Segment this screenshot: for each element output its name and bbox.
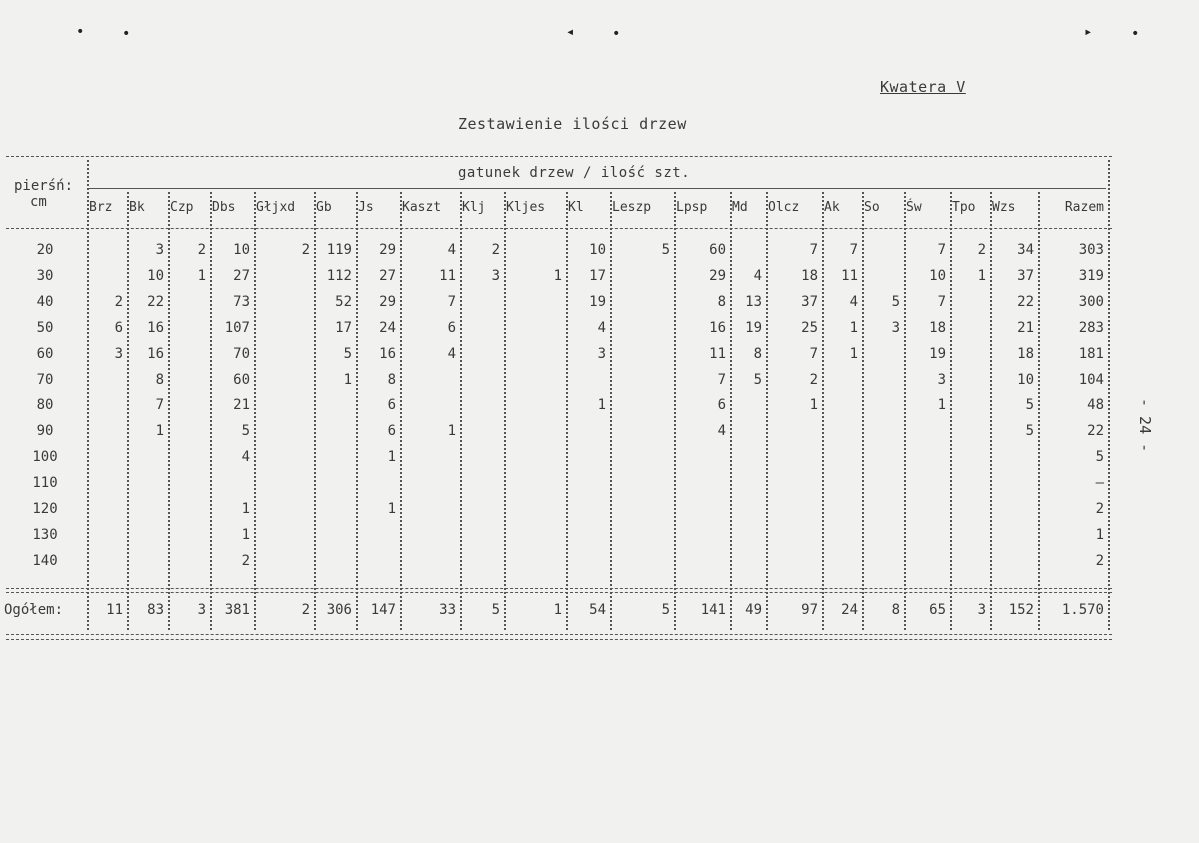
- total-cell: 65: [929, 602, 946, 618]
- total-cell: 152: [1008, 602, 1034, 618]
- row-diameter: 20: [36, 242, 54, 258]
- column-header: So: [864, 200, 880, 215]
- column-header: Kl: [568, 200, 584, 215]
- total-cell: 1.570: [1061, 602, 1104, 618]
- table-cell: 10: [147, 267, 164, 284]
- table-cell: 8: [155, 371, 164, 388]
- table-cell: 5: [1095, 449, 1104, 466]
- table-cell: 16: [147, 345, 164, 362]
- table-cell: 4: [753, 267, 762, 284]
- table-cell: 4: [597, 319, 606, 336]
- table-cell: 2: [1095, 501, 1104, 517]
- table-cell: 29: [379, 242, 396, 258]
- table-cell: 283: [1078, 319, 1104, 336]
- table-top-rule: [6, 156, 1112, 157]
- table-cell: 8: [387, 371, 396, 388]
- table-cell: 107: [224, 319, 250, 336]
- column-header: Olcz: [768, 200, 800, 215]
- table-cell: 21: [1017, 319, 1034, 336]
- table-cell: 22: [147, 293, 164, 310]
- column-separator: [504, 192, 506, 630]
- table-cell: 29: [709, 267, 726, 284]
- table-cell: 303: [1078, 242, 1104, 258]
- table-cell: 5: [343, 345, 352, 362]
- species-group-header: gatunek drzew / ilość szt.: [458, 165, 691, 181]
- table-cell: 1: [1095, 526, 1104, 543]
- column-header: Gb: [316, 200, 332, 215]
- total-cell: 33: [439, 602, 456, 618]
- table-cell: 3: [937, 371, 946, 388]
- table-cell: 11: [841, 267, 858, 284]
- table-cell: 2: [301, 242, 310, 258]
- table-cell: 60: [233, 371, 250, 388]
- table-cell: 10: [589, 242, 606, 258]
- column-header: Dbs: [212, 200, 236, 215]
- scan-dot: •: [76, 24, 85, 40]
- total-cell: 3: [977, 602, 986, 618]
- table-cell: 6: [387, 423, 396, 440]
- row-diameter: 70: [36, 371, 54, 388]
- row-diameter: 50: [36, 319, 54, 336]
- table-cell: 1: [387, 501, 396, 517]
- table-cell: 1: [809, 397, 818, 414]
- table-cell: 7: [809, 345, 818, 362]
- table-cell: 22: [1087, 423, 1104, 440]
- total-cell: 147: [370, 602, 396, 618]
- document-title: Zestawienie ilości drzew: [458, 115, 687, 133]
- column-header: Bk: [129, 200, 145, 215]
- table-cell: 16: [379, 345, 396, 362]
- table-cell: 22: [1017, 293, 1034, 310]
- table-bottom-rule-2: [6, 639, 1112, 640]
- table-cell: 6: [114, 319, 123, 336]
- table-cell: 5: [1025, 397, 1034, 414]
- table-cell: 6: [387, 397, 396, 414]
- table-cell: 5: [753, 371, 762, 388]
- table-cell: 8: [717, 293, 726, 310]
- table-cell: 19: [745, 319, 762, 336]
- total-cell: 49: [745, 602, 762, 618]
- table-cell: 1: [241, 526, 250, 543]
- table-cell: 4: [717, 423, 726, 440]
- column-header: Lpsp: [676, 200, 708, 215]
- table-cell: 27: [379, 267, 396, 284]
- row-diameter: 110: [32, 475, 58, 492]
- page-number: - 24 -: [1136, 397, 1154, 453]
- table-cell: 70: [233, 345, 250, 362]
- total-label: Ogółem:: [4, 602, 64, 618]
- total-cell: 8: [891, 602, 900, 618]
- scan-dot: ◂: [566, 24, 575, 40]
- diameter-unit: cm: [30, 194, 47, 210]
- header-bottom-rule: [6, 228, 1112, 229]
- table-cell: 1: [937, 397, 946, 414]
- table-cell: 7: [809, 242, 818, 258]
- table-cell: 3: [597, 345, 606, 362]
- table-cell: 18: [801, 267, 818, 284]
- table-cell: 34: [1017, 242, 1034, 258]
- table-cell: 181: [1078, 345, 1104, 362]
- table-cell: 1: [597, 397, 606, 414]
- table-cell: 16: [147, 319, 164, 336]
- total-cell: 5: [661, 602, 670, 618]
- table-cell: 4: [849, 293, 858, 310]
- scan-dot: •: [122, 26, 131, 42]
- table-cell: 10: [233, 242, 250, 258]
- diameter-header: pierśń:: [14, 178, 74, 194]
- table-cell: 11: [709, 345, 726, 362]
- table-cell: 6: [447, 319, 456, 336]
- table-cell: 3: [155, 242, 164, 258]
- column-header: Md: [732, 200, 748, 215]
- table-cell: 6: [717, 397, 726, 414]
- table-cell: 18: [929, 319, 946, 336]
- table-cell: 5: [1025, 423, 1034, 440]
- total-cell: 141: [700, 602, 726, 618]
- species-group-rule: [88, 188, 1106, 189]
- column-header: Głjxd: [256, 200, 296, 215]
- table-cell: –: [1095, 475, 1104, 492]
- table-cell: 10: [929, 267, 946, 284]
- row-diameter: 140: [32, 552, 58, 569]
- table-cell: 17: [335, 319, 352, 336]
- table-cell: 24: [379, 319, 396, 336]
- table-cell: 1: [553, 267, 562, 284]
- table-cell: 7: [155, 397, 164, 414]
- table-cell: 37: [1017, 267, 1034, 284]
- scan-dot: •: [612, 26, 621, 42]
- table-cell: 3: [491, 267, 500, 284]
- table-cell: 19: [929, 345, 946, 362]
- row-diameter: 30: [36, 267, 54, 284]
- table-cell: 7: [717, 371, 726, 388]
- table-cell: 104: [1078, 371, 1104, 388]
- row-diameter: 120: [32, 501, 58, 517]
- row-diameter: 80: [36, 397, 54, 414]
- table-cell: 2: [114, 293, 123, 310]
- column-header: Kljes: [506, 200, 546, 215]
- table-cell: 2: [241, 552, 250, 569]
- table-bottom-rule: [6, 634, 1112, 635]
- table-cell: 73: [233, 293, 250, 310]
- table-cell: 1: [343, 371, 352, 388]
- column-header: Js: [358, 200, 374, 215]
- table-cell: 3: [114, 345, 123, 362]
- table-cell: 319: [1078, 267, 1104, 284]
- column-header: Czp: [170, 200, 194, 215]
- total-cell: 5: [491, 602, 500, 618]
- scan-dot: •: [1131, 26, 1140, 42]
- column-header: Św: [906, 200, 922, 215]
- column-header: Brz: [89, 200, 113, 215]
- total-cell: 97: [801, 602, 818, 618]
- total-cell: 306: [326, 602, 352, 618]
- table-cell: 3: [891, 319, 900, 336]
- total-cell: 2: [301, 602, 310, 618]
- table-cell: 19: [589, 293, 606, 310]
- table-cell: 4: [447, 242, 456, 258]
- total-cell: 54: [589, 602, 606, 618]
- table-cell: 29: [379, 293, 396, 310]
- table-cell: 119: [326, 242, 352, 258]
- table-cell: 7: [937, 293, 946, 310]
- table-cell: 16: [709, 319, 726, 336]
- row-diameter: 40: [36, 293, 54, 310]
- section-label: Kwatera V: [880, 78, 966, 96]
- column-separator: [1108, 160, 1110, 630]
- table-cell: 11: [439, 267, 456, 284]
- column-separator: [862, 192, 864, 630]
- table-cell: 2: [977, 242, 986, 258]
- table-cell: 7: [937, 242, 946, 258]
- table-cell: 17: [589, 267, 606, 284]
- table-cell: 1: [241, 501, 250, 517]
- table-cell: 1: [387, 449, 396, 466]
- table-cell: 4: [447, 345, 456, 362]
- column-header: Tpo: [952, 200, 976, 215]
- total-top-rule-2: [6, 592, 1112, 593]
- table-cell: 7: [447, 293, 456, 310]
- row-diameter: 100: [32, 449, 58, 466]
- table-cell: 2: [1095, 552, 1104, 569]
- table-cell: 27: [233, 267, 250, 284]
- table-cell: 5: [661, 242, 670, 258]
- table-cell: 60: [709, 242, 726, 258]
- table-cell: 300: [1078, 293, 1104, 310]
- table-cell: 37: [801, 293, 818, 310]
- column-header: Wzs: [992, 200, 1016, 215]
- table-cell: 5: [891, 293, 900, 310]
- total-cell: 381: [224, 602, 250, 618]
- row-diameter: 90: [36, 423, 54, 440]
- column-header: Klj: [462, 200, 486, 215]
- table-cell: 2: [197, 242, 206, 258]
- column-header: Leszp: [612, 200, 652, 215]
- table-cell: 25: [801, 319, 818, 336]
- column-header: Ak: [824, 200, 840, 215]
- table-cell: 8: [753, 345, 762, 362]
- total-cell: 83: [147, 602, 164, 618]
- table-cell: 1: [447, 423, 456, 440]
- table-cell: 4: [241, 449, 250, 466]
- table-cell: 1: [977, 267, 986, 284]
- total-cell: 24: [841, 602, 858, 618]
- row-diameter: 130: [32, 526, 58, 543]
- column-header: Kaszt: [402, 200, 442, 215]
- total-top-rule: [6, 588, 1112, 589]
- table-cell: 1: [155, 423, 164, 440]
- table-cell: 112: [326, 267, 352, 284]
- table-cell: 1: [849, 319, 858, 336]
- table-cell: 48: [1087, 397, 1104, 414]
- total-cell: 1: [553, 602, 562, 618]
- table-cell: 5: [241, 423, 250, 440]
- table-cell: 13: [745, 293, 762, 310]
- scan-dot: ▸: [1084, 24, 1093, 40]
- table-cell: 52: [335, 293, 352, 310]
- total-cell: 3: [197, 602, 206, 618]
- table-cell: 10: [1017, 371, 1034, 388]
- table-cell: 1: [197, 267, 206, 284]
- table-cell: 18: [1017, 345, 1034, 362]
- column-header: Razem: [1064, 200, 1104, 215]
- table-cell: 7: [849, 242, 858, 258]
- table-cell: 21: [233, 397, 250, 414]
- row-diameter: 60: [36, 345, 54, 362]
- column-separator: [730, 192, 732, 630]
- table-cell: 2: [809, 371, 818, 388]
- column-separator: [87, 160, 89, 630]
- total-cell: 11: [106, 602, 123, 618]
- table-cell: 2: [491, 242, 500, 258]
- table-cell: 1: [849, 345, 858, 362]
